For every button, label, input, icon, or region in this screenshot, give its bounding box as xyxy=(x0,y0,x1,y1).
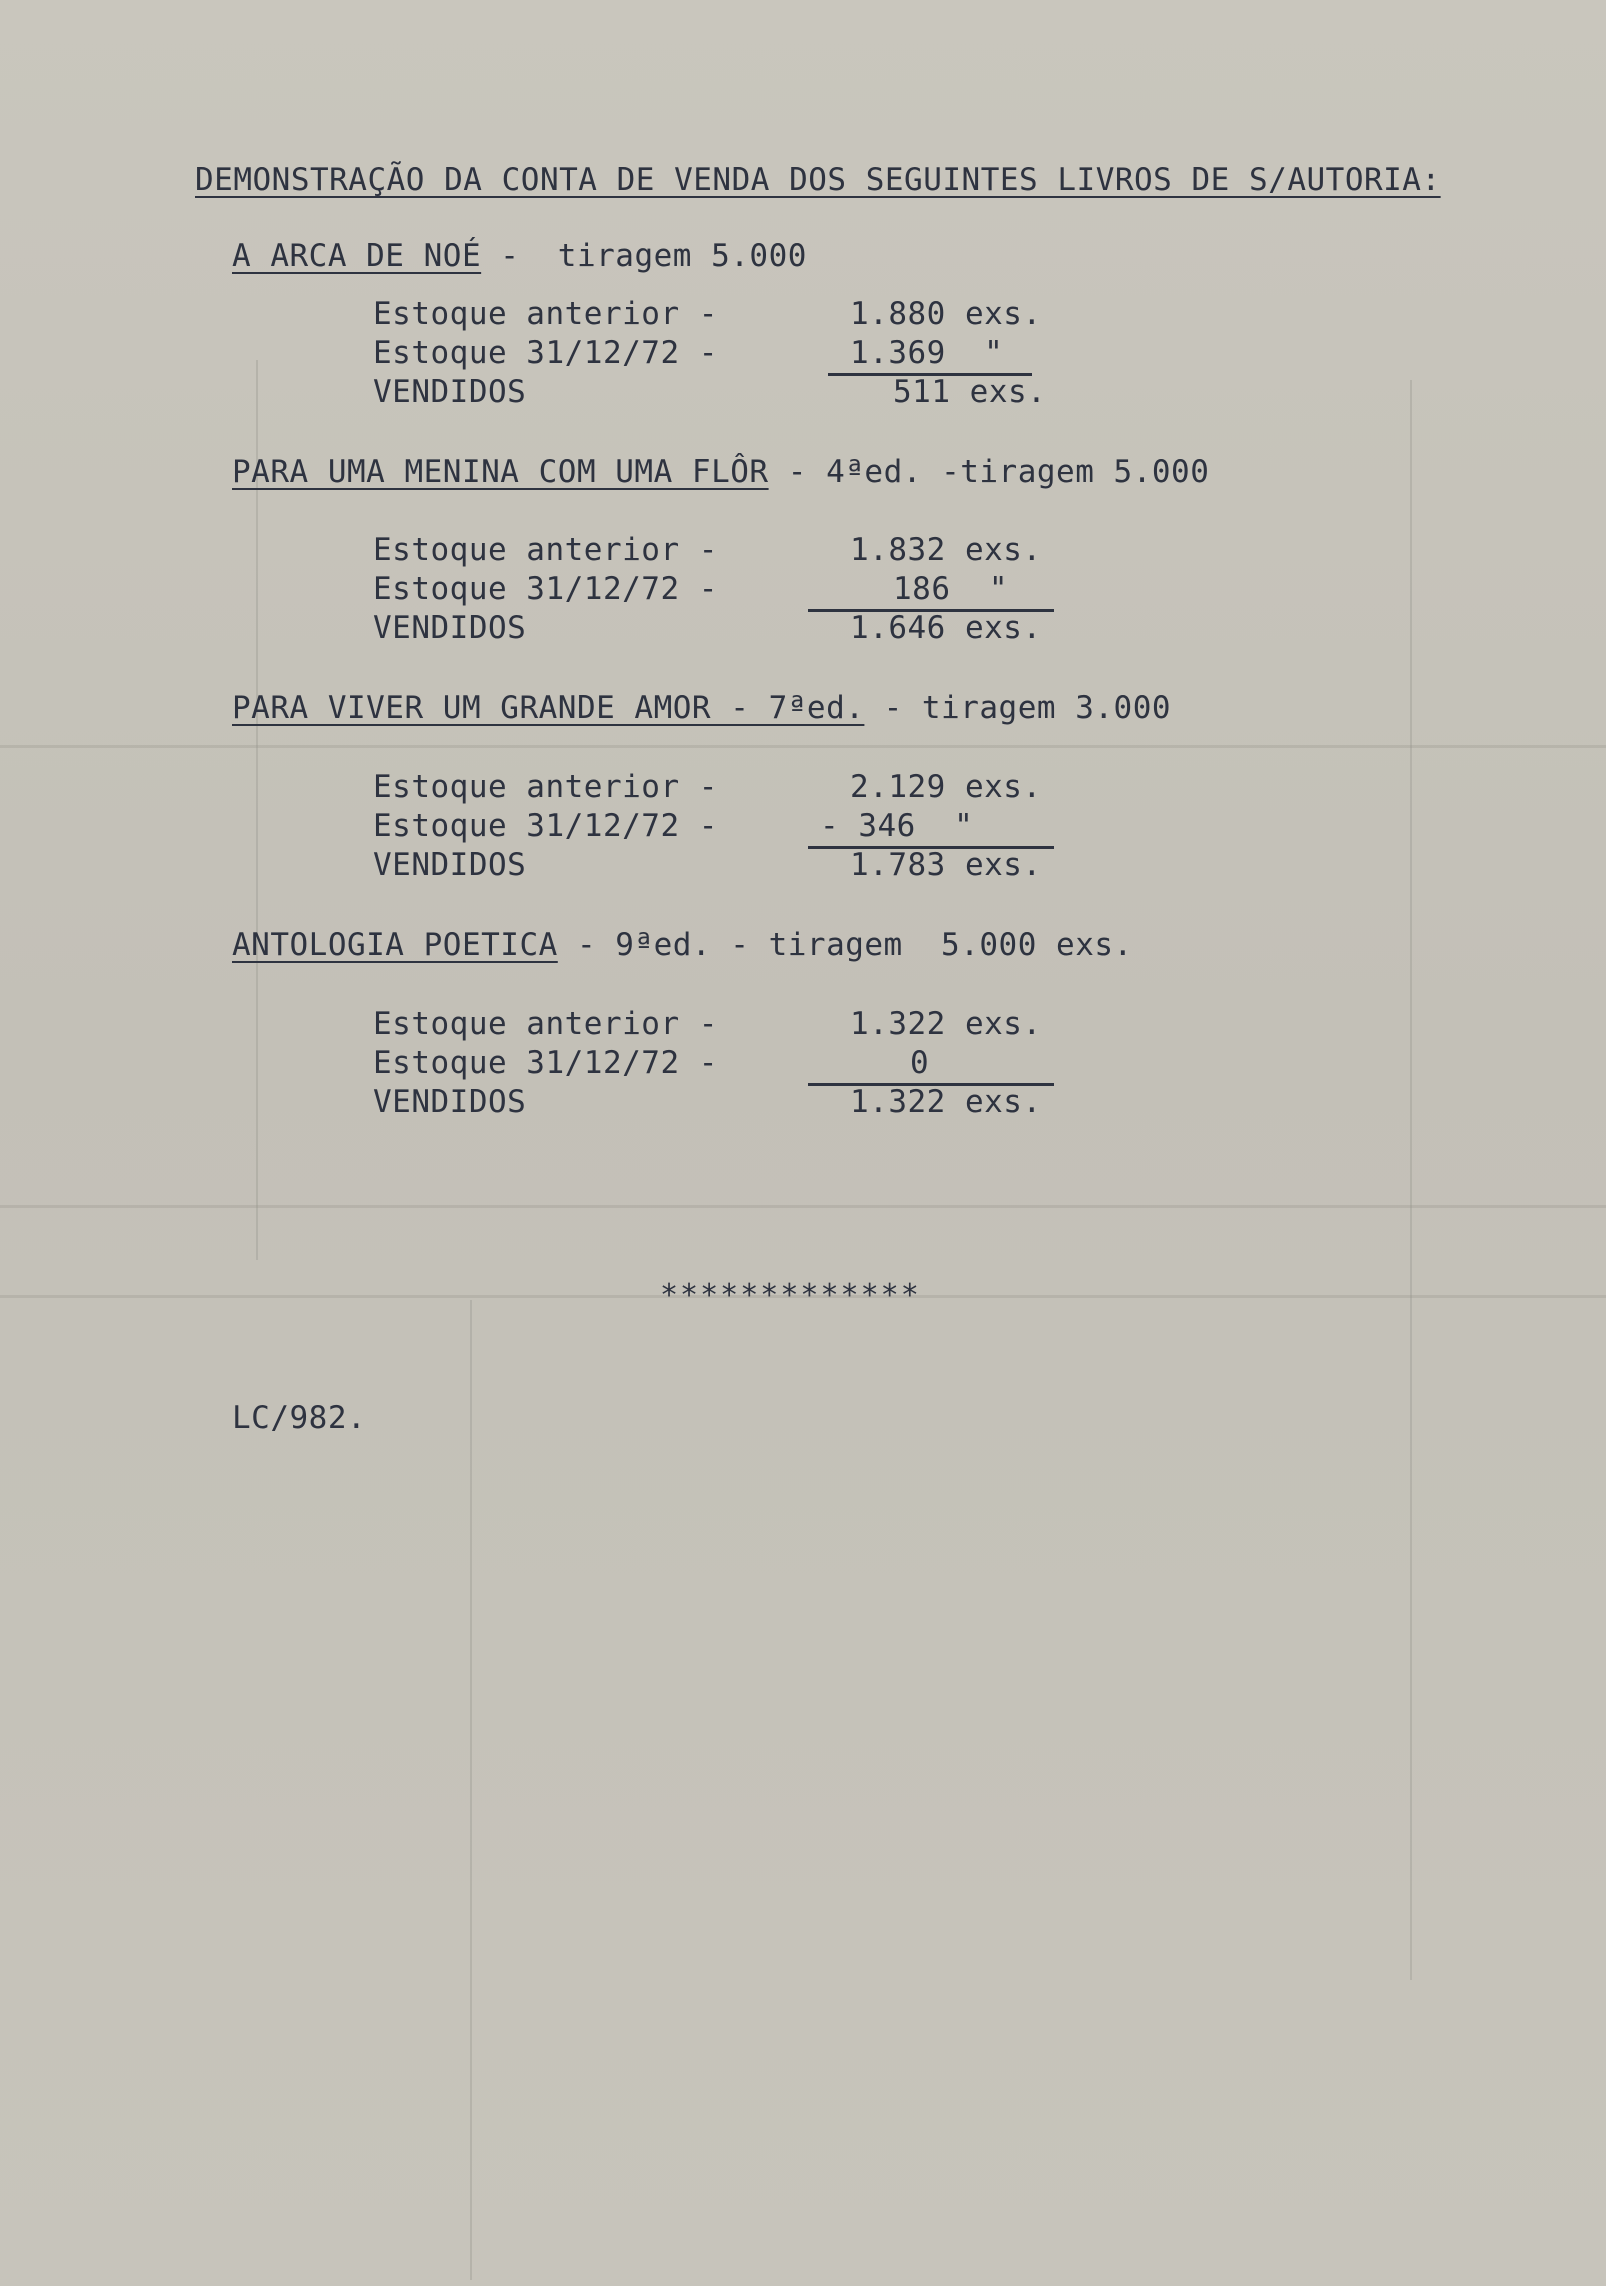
book-edition-info: - tiragem 5.000 xyxy=(481,238,807,274)
book-edition-info: - 4ªed. -tiragem 5.000 xyxy=(768,454,1210,490)
row-value: 1.322 exs. xyxy=(850,1006,1042,1042)
book-edition-info: - 9ªed. - tiragem 5.000 exs. xyxy=(557,927,1133,963)
reference-code: LC/982. xyxy=(232,1400,367,1436)
row-label: Estoque 31/12/72 - xyxy=(373,335,718,371)
row-value: 186 " xyxy=(893,571,1008,607)
separator-stars: ************* xyxy=(660,1278,921,1313)
row-value-sold: 1.322 exs. xyxy=(850,1084,1042,1120)
document-heading: DEMONSTRAÇÃO DA CONTA DE VENDA DOS SEGUINTES LIVROS DE S/AUTORIA: xyxy=(195,162,1441,198)
row-label: Estoque anterior - xyxy=(373,532,718,568)
row-label: Estoque 31/12/72 - xyxy=(373,1045,718,1081)
book-title: PARA UMA MENINA COM UMA FLÔR xyxy=(232,454,769,490)
paper-fold xyxy=(0,1205,1606,1208)
row-label-sold: VENDIDOS xyxy=(373,847,527,883)
book-title-line xyxy=(232,454,1209,490)
row-value: 1.369 " xyxy=(850,335,1004,371)
book-title-line xyxy=(232,238,807,274)
row-label-sold: VENDIDOS xyxy=(373,610,527,646)
row-value: 2.129 exs. xyxy=(850,769,1042,805)
book-title-line xyxy=(232,927,1133,963)
row-label: Estoque anterior - xyxy=(373,769,718,805)
book-title: ANTOLOGIA POETICA xyxy=(232,927,558,963)
book-title: PARA VIVER UM GRANDE AMOR - 7ªed. xyxy=(232,690,865,726)
book-title-line xyxy=(232,690,1171,726)
row-label: Estoque 31/12/72 - xyxy=(373,571,718,607)
row-label-sold: VENDIDOS xyxy=(373,374,527,410)
show-through-line xyxy=(470,1300,472,2280)
paper-fold xyxy=(0,745,1606,748)
book-title: A ARCA DE NOÉ xyxy=(232,238,482,274)
row-value-sold: 1.646 exs. xyxy=(850,610,1042,646)
show-through-line xyxy=(1410,380,1412,1980)
show-through-line xyxy=(256,360,258,1260)
row-value-sold: 511 exs. xyxy=(893,374,1047,410)
row-value: 1.880 exs. xyxy=(850,296,1042,332)
row-label: Estoque anterior - xyxy=(373,1006,718,1042)
row-value: 0 xyxy=(910,1045,930,1081)
row-label: Estoque anterior - xyxy=(373,296,718,332)
row-label: Estoque 31/12/72 - xyxy=(373,808,718,844)
book-edition-info: - tiragem 3.000 xyxy=(864,690,1172,726)
row-value: - 346 " xyxy=(820,808,974,844)
row-label-sold: VENDIDOS xyxy=(373,1084,527,1120)
row-value: 1.832 exs. xyxy=(850,532,1042,568)
row-value-sold: 1.783 exs. xyxy=(850,847,1042,883)
